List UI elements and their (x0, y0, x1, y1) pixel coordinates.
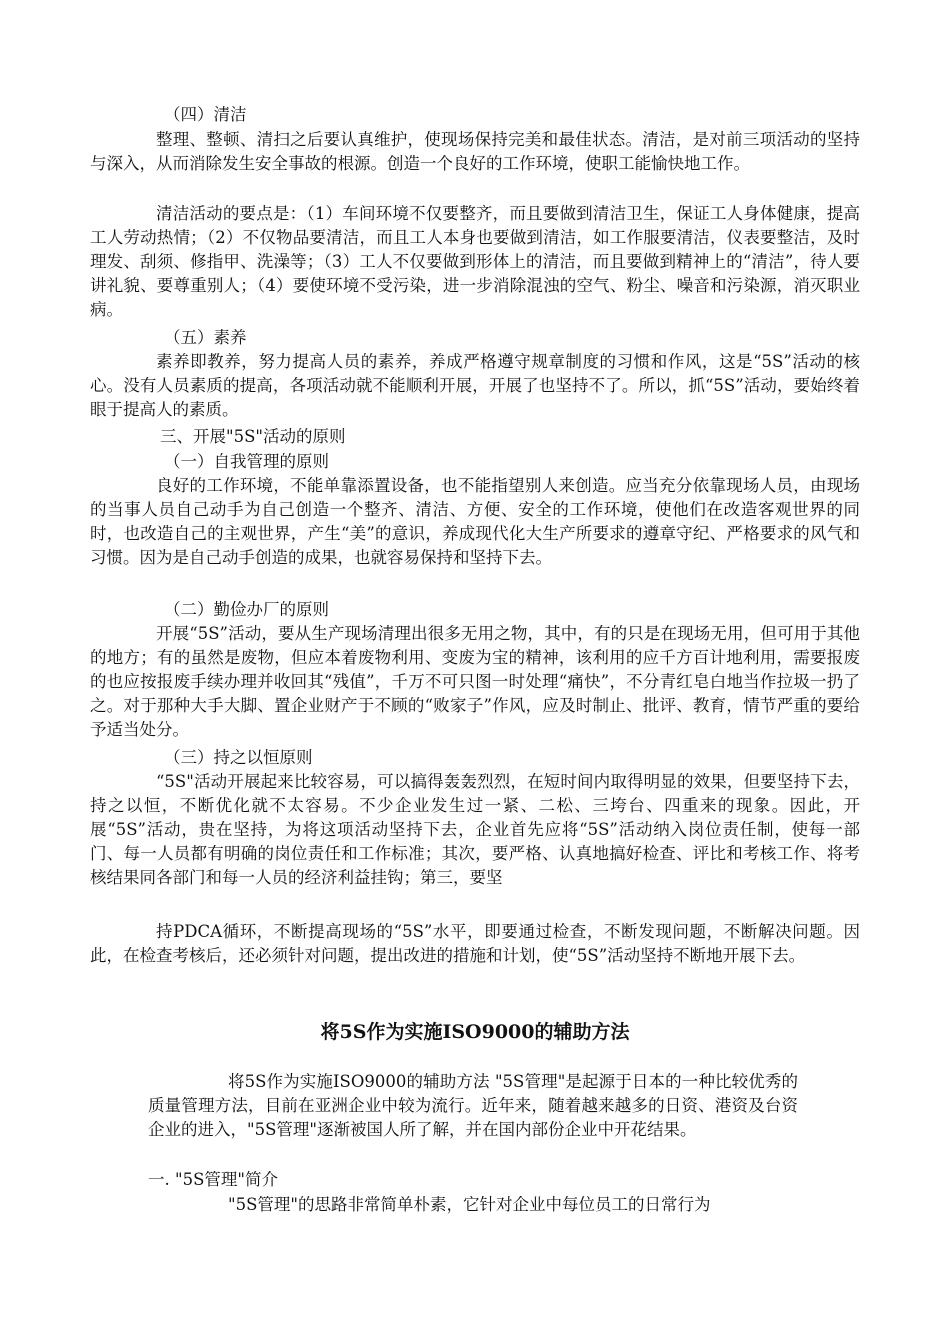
article-sub-heading: 一. "5S管理"简介 (148, 1170, 278, 1189)
principle-one-paragraph: 良好的工作环境，不能单靠添置设备，也不能指望别人来创造。应当充分依靠现场人员，由现场的当事人员自己动手为自己创造一个整齐、清洁、方便、安全的工作环境，使他们在改造客观世界的同时，也改造自己的主观世界，产生“美”的意识，养成现代化大生产所要求的遵章守纪、严格要求的风气和习惯。因为是自己动手创造的成果，也就容易保持和坚持下去。 (90, 476, 860, 567)
section-five-heading: （五）素养 (164, 328, 247, 347)
principle-three-heading: （三）持之以恒原则 (164, 748, 313, 767)
principle-three-paragraph-1: “5S"活动开展起来比较容易，可以搞得轰轰烈烈，在短时间内取得明显的效果，但要坚持下去，持之以恒，不断优化就不太容易。不少企业发生过一紧、二松、三垮台、四重来的现象。因此，开展“5S”活动，贵在坚持，为将这项活动坚持下去，企业首先应将“5S”活动纳入岗位责任制，使每一部门、每一人员都有明确的岗位责任和工作标准；其次，要严格、认真地搞好检查、评比和考核工作、将考核结果同各部门和每一人员的经济利益挂钩；第三，要坚 (90, 772, 860, 887)
section-four-paragraph-1: 整理、整顿、清扫之后要认真维护，使现场保持完美和最佳状态。清洁，是对前三项活动的坚持与深入，从而消除发生安全事故的根源。创造一个良好的工作环境，使职工能愉快地工作。 (90, 130, 860, 173)
section-four-heading: （四）清洁 (164, 105, 247, 124)
principle-one-heading: （一）自我管理的原则 (164, 452, 329, 471)
principle-three-paragraph-2: 持PDCA循环，不断提高现场的“5S”水平，即要通过检查，不断发现问题，不断解决问题。因此，在检查考核后，还必须针对问题，提出改进的措施和计划，使“5S”活动坚持不断地开展下去。 (90, 922, 860, 965)
article-title: 将5S作为实施ISO9000的辅助方法 (320, 1021, 630, 1043)
principle-two-paragraph: 开展“5S”活动，要从生产现场清理出很多无用之物，其中，有的只是在现场无用，但可用于其他的地方；有的虽然是废物，但应本着废物利用、变废为宝的精神，该利用的应千方百计地利用，需要报废的也应按报废手续办理并收回其“残值”，千万不可只图一时处理“痛快”，不分青红皂白地当作拉圾一扔了之。对于那种大手大脚、置企业财产于不顾的“败家子”作风，应及时制止、批评、教育，情节严重的要给予适当处分。 (90, 624, 860, 739)
section-five-paragraph-1: 素养即教养，努力提高人员的素养，养成严格遵守规章制度的习惯和作风，这是“5S”活动的核心。没有人员素质的提高，各项活动就不能顺利开展，开展了也坚持不了。所以，抓“5S”活动，要始终着眼于提高人的素质。 (90, 352, 860, 419)
article-intro: 将5S作为实施ISO9000的辅助方法 "5S管理"是起源于日本的一种比较优秀的质量管理方法，目前在亚洲企业中较为流行。近年来，随着越来越多的日资、港资及台资企业的进入，"5S管理"逐渐被国人所了解，并在国内部份企业中开花结果。 (148, 1072, 798, 1139)
section-four-paragraph-2: 清洁活动的要点是：（1）车间环境不仅要整齐，而且要做到清洁卫生，保证工人身体健康，提高工人劳动热情；（2）不仅物品要清洁，而且工人本身也要做到清洁，如工作服要清洁，仪表要整洁，及时理发、刮须、修指甲、洗澡等；（3）工人不仅要做到形体上的清洁，而且要做到精神上的“清洁”，待人要讲礼貌、要尊重别人；（4）要使环境不受污染，进一步消除混浊的空气、粉尘、噪音和污染源，消灭职业病。 (90, 204, 860, 319)
principle-two-heading: （二）勤俭办厂的原则 (164, 600, 329, 619)
principles-heading: 三、开展"5S"活动的原则 (160, 427, 346, 446)
article-paragraph-1: "5S管理"的思路非常简单朴素，它针对企业中每位员工的日常行为 (228, 1195, 711, 1214)
